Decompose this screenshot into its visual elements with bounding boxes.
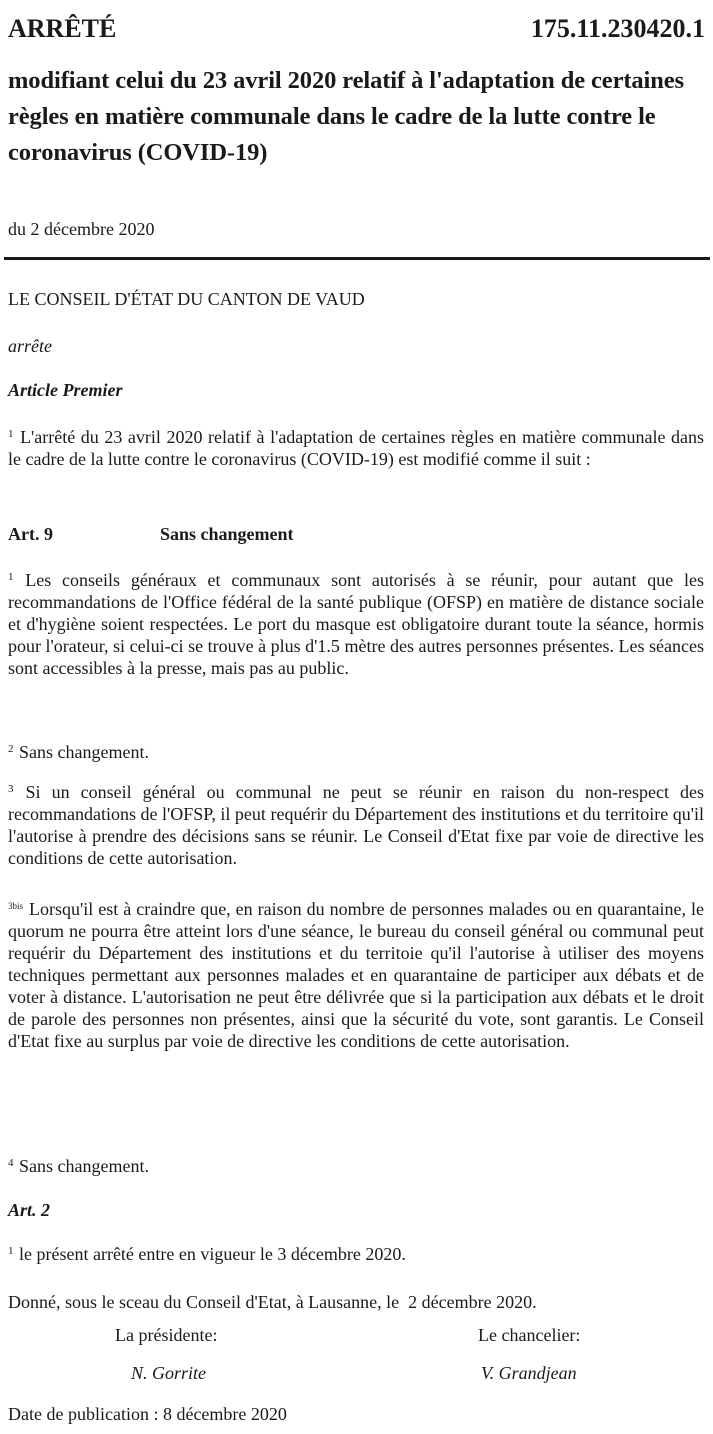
closing-formula: Donné, sous le sceau du Conseil d'Etat, à Lausanne, le 2 décembre 2020. bbox=[8, 1292, 537, 1312]
paragraph-number: 4 bbox=[8, 1157, 14, 1169]
art9-paragraph-3bis bbox=[8, 898, 704, 1052]
art2-paragraph-1 bbox=[8, 1243, 704, 1265]
paragraph-text: Sans changement. bbox=[19, 1156, 149, 1176]
doc-reference: 175.11.230420.1 bbox=[530, 14, 705, 43]
issuer: LE CONSEIL D'ÉTAT DU CANTON DE VAUD bbox=[8, 289, 365, 309]
paragraph-text: Sans changement. bbox=[19, 742, 149, 762]
paragraph-text: Si un conseil général ou communal ne peut se réunir en raison du non-respect des recommandations de l'OFSP, il peut requérir du Département des institutions et du territoire qu'il l'autorise à prendre des décisions sans se réunir. Le Conseil d'Etat fixe par voie de directive les conditions de cette autorisation. bbox=[8, 782, 705, 868]
paragraph-number: 3bis bbox=[8, 901, 24, 911]
paragraph-text: le présent arrêté entre en vigueur le 3 décembre 2020. bbox=[19, 1244, 406, 1264]
doc-type: ARRÊTÉ bbox=[8, 14, 117, 43]
art9-heading: Sans changement bbox=[160, 524, 294, 544]
paragraph-text: Lorsqu'il est à craindre que, en raison du nombre de personnes malades ou en quarantaine, le quorum ne pourra être atteint lors d'une séance, le bureau du conseil général ou communal peut requérir du Département des institutions et du territoie qu'il l'autorise à utiliser des moyens techniques permettant aux personnes malades et en quarantaine de participer aux débats et de voter à distance. L'autorisation ne peut être délivrée que si la participation aux débats et le droit de parole des personnes non présentes, ainsi que la sécurité du vote, sont garantis. Le Conseil d'Etat fixe au surplus par voie de directive les conditions de cette autorisation. bbox=[8, 899, 704, 1051]
article-premier-heading: Article Premier bbox=[8, 380, 123, 400]
art2-heading: Art. 2 bbox=[8, 1200, 51, 1220]
paragraph-number: 1 bbox=[8, 571, 14, 583]
doc-date: du 2 décembre 2020 bbox=[8, 219, 155, 239]
paragraph-number: 1 bbox=[8, 428, 14, 440]
art9-paragraph-4 bbox=[8, 1155, 704, 1177]
divider bbox=[4, 257, 710, 260]
publication-date: Date de publication : 8 décembre 2020 bbox=[8, 1404, 287, 1424]
art9-paragraph-2 bbox=[8, 741, 704, 763]
paragraph-number: 2 bbox=[8, 743, 14, 755]
paragraph-text: Les conseils généraux et communaux sont autorisés à se réunir, pour autant que les recommandations de l'Office fédéral de la santé publique (OFSP) en matière de distance sociale et d'hygiène soient respectées. Le port du masque est obligatoire durant toute la séance, hormis pour l'orateur, si celui-ci se trouve à plus d'1.5 mètre des autres personnes présentes. Les séances sont accessibles à la presse, mais pas au public. bbox=[8, 570, 704, 678]
doc-title: modifiant celui du 23 avril 2020 relatif à l'adaptation de certaines règles en matière communale dans le cadre de la lutte contre le coronavirus (COVID-19) bbox=[8, 67, 684, 166]
art9-number: Art. 9 bbox=[8, 524, 53, 544]
left-signatory-name: N. Gorrite bbox=[131, 1363, 207, 1383]
art9-paragraph-3 bbox=[8, 781, 704, 869]
decree-word: arrête bbox=[8, 336, 52, 356]
art9-paragraph-1 bbox=[8, 569, 704, 679]
right-signatory-name: V. Grandjean bbox=[481, 1363, 577, 1383]
paragraph-number: 1 bbox=[8, 1245, 14, 1257]
right-signatory-title: Le chancelier: bbox=[478, 1325, 581, 1345]
paragraph-text: L'arrêté du 23 avril 2020 relatif à l'adaptation de certaines règles en matière communale dans le cadre de la lutte contre le coronavirus (COVID-19) est modifié comme il suit : bbox=[8, 427, 705, 469]
article-premier-paragraph-1 bbox=[8, 426, 704, 470]
left-signatory-title: La présidente: bbox=[115, 1325, 218, 1345]
paragraph-number: 3 bbox=[8, 783, 14, 795]
